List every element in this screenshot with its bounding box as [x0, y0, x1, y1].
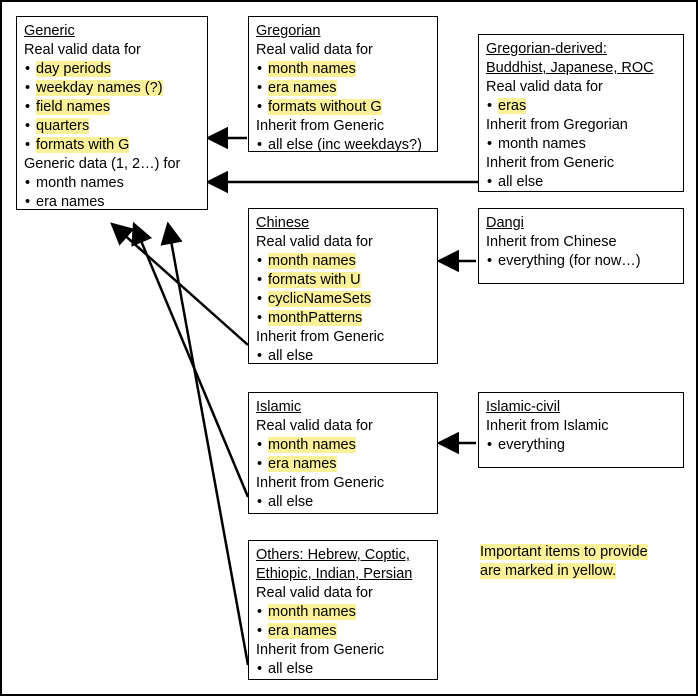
list-item: • eras: [486, 97, 676, 116]
list-item: • field names: [24, 98, 200, 117]
box-others-line-2: Inherit from Generic: [256, 642, 385, 658]
box-dangi-title: Dangi: [486, 215, 524, 231]
box-gregorian-list-1: [256, 60, 430, 117]
arrow-islamic-to-generic: [134, 224, 248, 497]
box-gregorian-derived-title2: Buddhist, Japanese, ROC: [486, 60, 654, 76]
box-generic-list-1: [24, 60, 200, 155]
list-item: • era names: [256, 79, 430, 98]
list-item: • era names: [256, 455, 430, 474]
box-gregorian-title: Gregorian: [256, 23, 321, 39]
list-item: • formats with G: [24, 136, 200, 155]
list-item: • all else: [486, 173, 676, 192]
box-chinese-line-1: Real valid data for: [256, 234, 373, 250]
list-item: • cyclicNameSets: [256, 290, 430, 309]
list-item: • month names: [256, 60, 430, 79]
list-item: • formats with U: [256, 271, 430, 290]
list-item: • day periods: [24, 60, 200, 79]
list-item: • month names: [256, 436, 430, 455]
box-islamic[interactable]: [248, 392, 438, 514]
legend-note-line2: are marked in yellow.: [480, 563, 617, 579]
list-item: • everything: [486, 436, 676, 455]
box-generic[interactable]: [16, 16, 208, 210]
box-dangi-list-1: [486, 252, 676, 271]
arrow-chinese-to-generic: [112, 224, 248, 345]
box-gregorian-derived-list-1: [486, 97, 676, 116]
box-islamic-line-1: Real valid data for: [256, 418, 373, 434]
box-gregorian-derived-list-3: [486, 173, 676, 192]
box-gregorian-derived[interactable]: [478, 34, 684, 192]
box-gregorian-line-2: Inherit from Generic: [256, 118, 385, 134]
list-item: • all else: [256, 660, 430, 679]
box-islamic-civil-title: Islamic-civil: [486, 399, 561, 415]
box-chinese-list-2: [256, 347, 430, 366]
box-gregorian-derived-line-2: Inherit from Gregorian: [486, 117, 628, 133]
box-chinese-line-2: Inherit from Generic: [256, 329, 385, 345]
box-chinese[interactable]: [248, 208, 438, 364]
list-item: • monthPatterns: [256, 309, 430, 328]
box-islamic-civil-line-1: Inherit from Islamic: [486, 418, 609, 434]
box-gregorian[interactable]: [248, 16, 438, 152]
box-gregorian-derived-list-2: [486, 135, 676, 154]
list-item: • month names: [256, 252, 430, 271]
list-item: • weekday names (?): [24, 79, 200, 98]
list-item: • all else: [256, 347, 430, 366]
box-islamic-list-2: [256, 493, 430, 512]
box-generic-title: Generic: [24, 23, 75, 39]
box-dangi-line-1: Inherit from Chinese: [486, 234, 617, 250]
box-others-list-2: [256, 660, 430, 679]
box-islamic-civil-list-1: [486, 436, 676, 455]
box-chinese-list-1: [256, 252, 430, 328]
box-dangi[interactable]: [478, 208, 684, 284]
box-islamic-line-2: Inherit from Generic: [256, 475, 385, 491]
box-others-title: Others: Hebrew, Coptic,: [256, 547, 410, 563]
list-item: • all else (inc weekdays?): [256, 136, 430, 155]
legend-note: [480, 543, 690, 581]
box-gregorian-derived-line-3: Inherit from Generic: [486, 155, 615, 171]
box-gregorian-derived-title: Gregorian-derived:: [486, 41, 607, 57]
box-islamic-civil[interactable]: [478, 392, 684, 468]
box-generic-line-2: Generic data (1, 2…) for: [24, 156, 181, 172]
list-item: • everything (for now…): [486, 252, 676, 271]
box-others[interactable]: [248, 540, 438, 680]
box-islamic-list-1: [256, 436, 430, 474]
list-item: • era names: [24, 193, 200, 212]
box-generic-line-1: Real valid data for: [24, 42, 141, 58]
box-others-title2: Ethiopic, Indian, Persian: [256, 566, 413, 582]
box-gregorian-list-2: [256, 136, 430, 155]
list-item: • era names: [256, 622, 430, 641]
list-item: • formats without G: [256, 98, 430, 117]
list-item: • month names: [24, 174, 200, 193]
box-others-list-1: [256, 603, 430, 641]
box-generic-list-2: [24, 174, 200, 212]
box-others-line-1: Real valid data for: [256, 585, 373, 601]
list-item: • quarters: [24, 117, 200, 136]
list-item: • all else: [256, 493, 430, 512]
box-chinese-title: Chinese: [256, 215, 310, 231]
box-gregorian-derived-line-1: Real valid data for: [486, 79, 603, 95]
list-item: • month names: [486, 135, 676, 154]
arrow-others-to-generic: [168, 224, 248, 665]
box-gregorian-line-1: Real valid data for: [256, 42, 373, 58]
box-islamic-title: Islamic: [256, 399, 302, 415]
list-item: • month names: [256, 603, 430, 622]
legend-note-line1: Important items to provide: [480, 544, 648, 560]
